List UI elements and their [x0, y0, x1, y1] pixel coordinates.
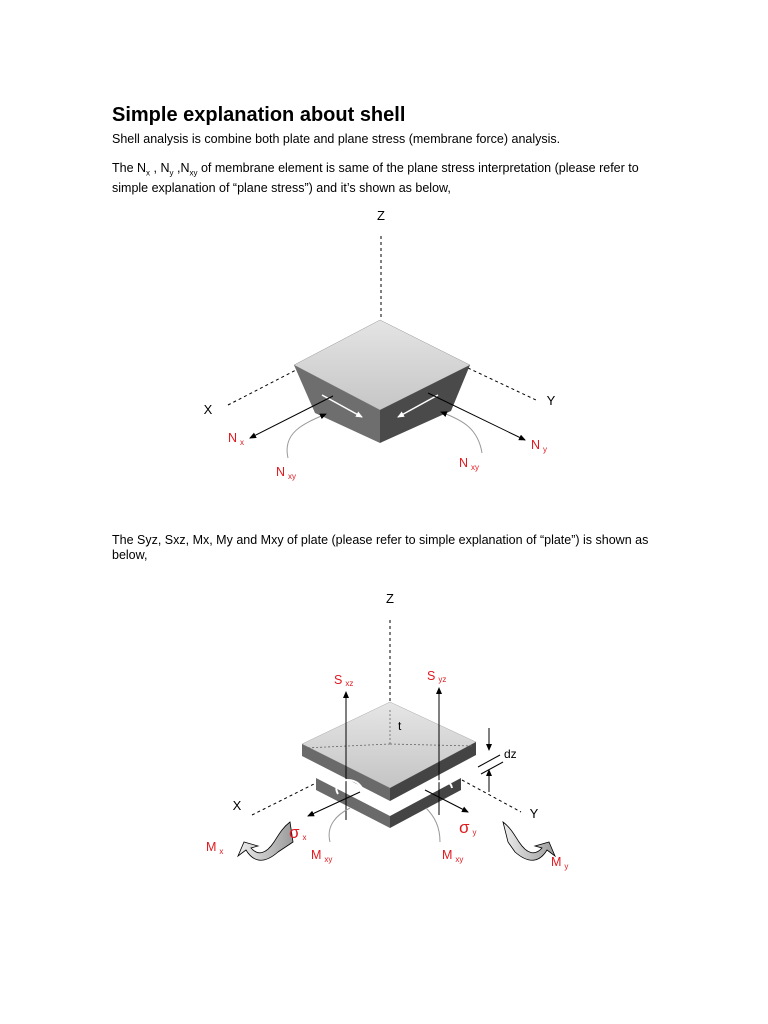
nx-symbol: N [137, 161, 147, 175]
fig2-mxy-left-label: M $_{xy}$ [311, 848, 333, 864]
fig1-x-axis [228, 370, 296, 405]
fig2-mxy-right-label: M $_{xy}$ [442, 848, 464, 864]
fig2-mxy-leader-left [329, 808, 350, 842]
fig1-nx-arrow [250, 396, 333, 438]
nxy-symbol: N [180, 161, 190, 175]
fig2-x-label: X [232, 798, 242, 813]
fig2-mx-label: M $_x$ [206, 840, 224, 856]
fig1-nxy-leader-left [287, 414, 326, 458]
fig2-x-axis [252, 782, 318, 815]
fig2-mxy-leader-right [426, 808, 440, 842]
fig1-x-label: X [203, 402, 213, 417]
fig2-my-curl-arrow [503, 822, 555, 860]
fig1-ny-arrow [428, 393, 525, 440]
fig2-mx-curl-arrow [238, 822, 293, 860]
fig2-y-label: Y [529, 806, 539, 821]
fig1-z-label: Z [377, 208, 385, 223]
intro-paragraph: Shell analysis is combine both plate and plane stress (membrane force) analysis. [112, 132, 561, 146]
nx-subscript: x [146, 168, 151, 178]
fig1-nxy-leader-right [441, 412, 482, 453]
fig1-ny-label: N $_y$ [531, 438, 548, 454]
fig1-y-axis [468, 368, 536, 400]
fig2-my-label: M $_y$ [551, 855, 569, 871]
plate-paragraph: The Syz, Sxz, Mx, My and Mxy of plate (please refer to simple explanation of “plate”) is shown as below, [112, 533, 649, 562]
fig2-y-axis [462, 780, 521, 812]
ny-subscript: y [169, 168, 174, 178]
membrane-sep1: , [150, 161, 161, 175]
fig2-sigma-x-label: σx [289, 823, 307, 842]
fig2-sxz-label: Sxz [334, 673, 354, 688]
membrane-sep2: , [173, 161, 181, 175]
fig2-sigma-y-label: σy [459, 818, 477, 837]
fig1-nxy-left-label: N $_{xy}$ [276, 465, 297, 481]
fig2-slab-top [302, 702, 476, 788]
fig1-nx-label: N $_x$ [228, 431, 245, 447]
plate-diagram [0, 580, 768, 900]
fig1-nxy-right-label: N $_{xy}$ [459, 456, 480, 472]
fig2-z-label: Z [386, 591, 394, 606]
membrane-suffix: of membrane element is same of the plane stress interpretation (please refer to simple explanation of “plane stress”) and it’s shown as below, [112, 161, 639, 195]
membrane-paragraph [112, 161, 672, 196]
membrane-prefix: The [112, 161, 138, 175]
membrane-diagram [0, 200, 768, 500]
fig2-t-label: t [398, 719, 402, 733]
page-title: Simple explanation about shell [112, 104, 406, 126]
ny-symbol: N [160, 161, 170, 175]
fig1-y-label: Y [546, 393, 556, 408]
fig2-syz-label: Syz [427, 669, 447, 684]
fig2-dz-label: dz [504, 747, 517, 761]
nxy-subscript: xy [189, 168, 198, 178]
